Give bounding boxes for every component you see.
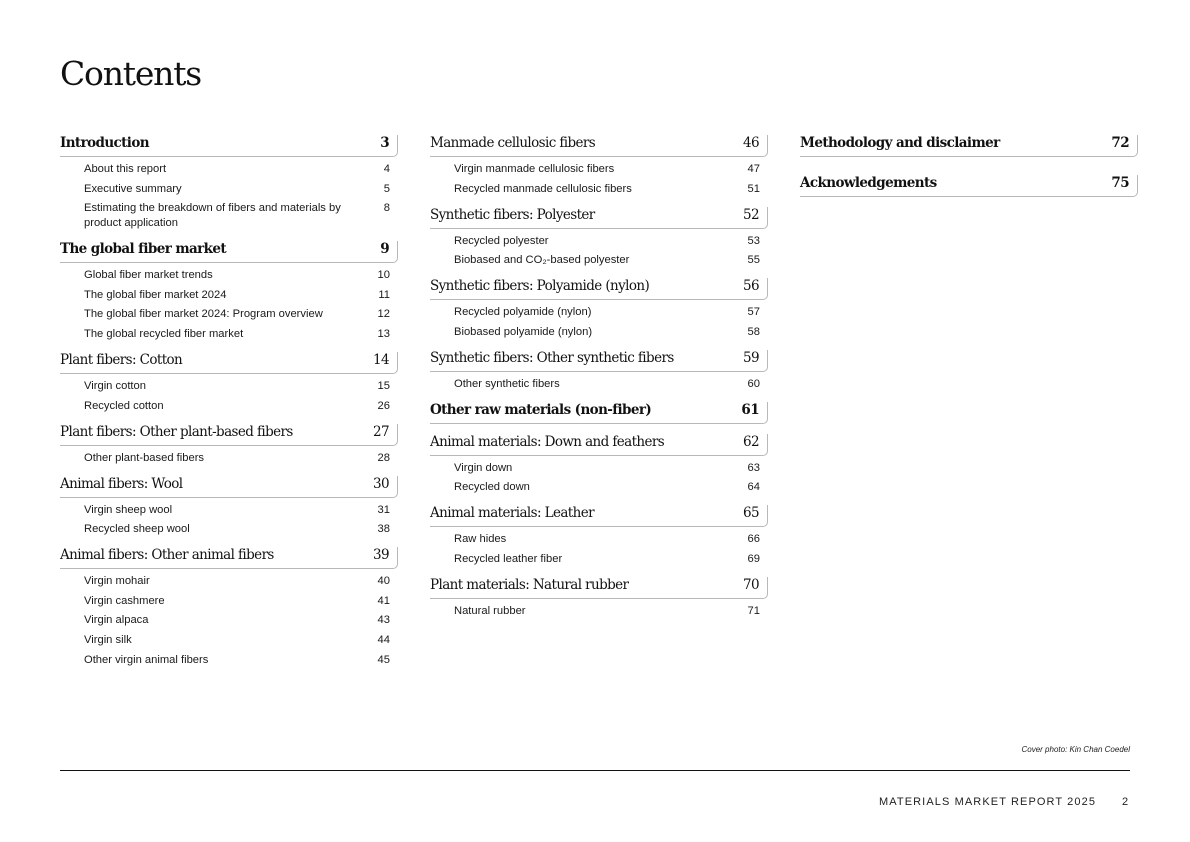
toc-item-page: 47 <box>747 163 760 175</box>
toc-column-3 <box>800 135 1138 215</box>
toc-section-heading[interactable] <box>430 207 768 229</box>
toc-section-title: Plant fibers: Cotton <box>60 351 183 368</box>
toc-item-page: 69 <box>747 552 760 565</box>
toc-item-page: 12 <box>377 308 390 321</box>
toc-item-label: Recycled manmade cellulosic fibers <box>454 182 632 195</box>
toc-section-title: Acknowledgements <box>800 175 937 191</box>
toc-section <box>430 135 768 197</box>
toc-section-title: Other raw materials (non-fiber) <box>430 401 652 418</box>
toc-section-page: 27 <box>373 423 389 440</box>
toc-section-page: 14 <box>373 351 389 368</box>
toc-item-label: Recycled sheep wool <box>84 523 190 536</box>
toc-section-page: 56 <box>743 278 759 295</box>
toc-section-page: 65 <box>743 505 759 522</box>
toc-item-page: 13 <box>377 327 390 340</box>
toc-item[interactable] <box>430 532 768 547</box>
toc-section-page: 70 <box>743 576 759 593</box>
toc-section-page: 59 <box>743 349 759 366</box>
toc-item[interactable] <box>60 594 398 609</box>
toc-item[interactable] <box>60 268 398 283</box>
toc-item-page: 66 <box>747 533 760 546</box>
toc-item-page: 4 <box>383 163 390 175</box>
toc-section-page: 30 <box>373 475 389 492</box>
toc-section <box>430 434 768 496</box>
toc-section <box>430 402 768 424</box>
toc-item-list <box>430 372 768 392</box>
toc-section-page: 75 <box>1111 175 1129 191</box>
toc-section-page: 61 <box>741 401 759 418</box>
toc-item-label: Virgin alpaca <box>84 614 149 627</box>
toc-item-page: 55 <box>747 254 760 267</box>
toc-section-heading[interactable] <box>60 547 398 569</box>
toc-item[interactable] <box>430 377 768 392</box>
toc-item-page: 58 <box>747 325 760 338</box>
toc-section-heading[interactable] <box>430 434 768 456</box>
toc-section-page: 9 <box>380 241 389 258</box>
toc-section-heading[interactable] <box>430 505 768 527</box>
toc-item-page: 10 <box>377 269 390 282</box>
toc-item[interactable] <box>430 552 768 567</box>
toc-item-label: Biobased polyamide (nylon) <box>454 325 593 338</box>
toc-item-list <box>430 300 768 340</box>
toc-item[interactable] <box>60 307 398 322</box>
toc-section-title: Animal materials: Down and feathers <box>430 433 665 450</box>
toc-item-label: About this report <box>84 163 167 175</box>
toc-item-label: Global fiber market trends <box>84 269 213 282</box>
toc-section-heading[interactable] <box>800 175 1138 197</box>
toc-item-page: 57 <box>747 306 760 319</box>
toc-item-label: Recycled cotton <box>84 399 164 412</box>
toc-section <box>60 352 398 414</box>
toc-item[interactable] <box>60 503 398 518</box>
footer-divider <box>60 770 1130 771</box>
toc-item-page: 63 <box>747 461 760 474</box>
toc-item-page: 5 <box>383 182 390 195</box>
toc-item-page: 15 <box>377 379 390 392</box>
toc-item[interactable] <box>60 201 398 231</box>
toc-section-page: 39 <box>373 547 389 564</box>
toc-item-list <box>430 527 768 567</box>
page-title: Contents <box>60 54 202 93</box>
toc-item-label: Estimating the breakdown of fibers and materials by product application <box>84 202 341 230</box>
toc-item-label: Recycled polyamide (nylon) <box>454 306 592 319</box>
toc-item[interactable] <box>60 379 398 394</box>
toc-item[interactable] <box>60 633 398 648</box>
toc-section-title: Manmade cellulosic fibers <box>430 135 596 151</box>
toc-item[interactable] <box>60 327 398 342</box>
toc-item-page: 11 <box>378 288 390 301</box>
toc-section-title: Animal fibers: Other animal fibers <box>60 547 274 564</box>
toc-section-page: 3 <box>380 135 389 151</box>
toc-item[interactable] <box>60 613 398 628</box>
toc-item-page: 43 <box>377 614 390 627</box>
toc-section <box>430 350 768 392</box>
toc-section-heading[interactable] <box>430 350 768 372</box>
toc-section-title: Synthetic fibers: Polyester <box>430 206 595 223</box>
toc-section-heading[interactable] <box>430 135 768 157</box>
toc-item[interactable] <box>60 399 398 414</box>
toc-section-heading[interactable] <box>60 241 398 263</box>
toc-section-page: 72 <box>1111 135 1129 151</box>
toc-section-title: Synthetic fibers: Polyamide (nylon) <box>430 278 650 295</box>
toc-section-heading[interactable] <box>430 577 768 599</box>
toc-section-title: Plant materials: Natural rubber <box>430 576 629 593</box>
footer-page-number: 2 <box>1122 796 1129 808</box>
toc-section <box>430 505 768 567</box>
toc-section <box>800 175 1138 197</box>
toc-section-title: Animal materials: Leather <box>430 505 594 522</box>
toc-item-page: 8 <box>383 202 390 215</box>
toc-section <box>430 577 768 619</box>
toc-item-page: 60 <box>747 377 760 390</box>
toc-item-list <box>430 229 768 269</box>
toc-item-page: 45 <box>377 653 390 666</box>
toc-section-heading[interactable] <box>60 352 398 374</box>
toc-section-heading[interactable] <box>800 135 1138 157</box>
toc-item[interactable] <box>430 461 768 476</box>
toc-section-title: Animal fibers: Wool <box>60 475 183 492</box>
toc-item-list <box>60 569 398 667</box>
toc-item-label: Virgin sheep wool <box>84 503 173 516</box>
toc-column-2 <box>430 135 768 629</box>
footer-report-title: MATERIALS MARKET REPORT 2025 <box>879 796 1097 808</box>
toc-item-label: Other plant-based fibers <box>84 451 205 464</box>
toc-section-heading[interactable] <box>60 476 398 498</box>
toc-section-page: 62 <box>743 433 759 450</box>
toc-item-list <box>60 263 398 342</box>
toc-item-page: 41 <box>377 594 390 607</box>
toc-item[interactable] <box>430 325 768 340</box>
toc-item-list <box>430 599 768 619</box>
toc-section <box>60 476 398 538</box>
toc-item[interactable] <box>60 522 398 537</box>
toc-item-label: The global fiber market 2024 <box>84 288 227 301</box>
toc-section-heading[interactable] <box>430 402 768 424</box>
toc-item[interactable] <box>60 182 398 197</box>
toc-section-title: Methodology and disclaimer <box>800 135 1000 151</box>
toc-item[interactable] <box>430 182 768 197</box>
toc-section <box>800 135 1138 157</box>
toc-item-page: 28 <box>377 451 390 464</box>
toc-item-label: Natural rubber <box>454 604 526 617</box>
toc-item[interactable] <box>60 451 398 466</box>
toc-item-label: Virgin mohair <box>84 575 150 588</box>
toc-item-page: 31 <box>377 503 390 516</box>
toc-item-page: 53 <box>747 234 760 247</box>
toc-item-label: Biobased and CO₂-based polyester <box>454 254 630 267</box>
toc-item-label: Recycled leather fiber <box>454 552 563 565</box>
toc-item-page: 38 <box>377 523 390 536</box>
toc-item-label: Recycled down <box>454 481 530 494</box>
toc-section-title: Plant fibers: Other plant-based fibers <box>60 423 293 440</box>
toc-column-1 <box>60 135 398 678</box>
toc-item-list <box>430 456 768 496</box>
toc-item[interactable] <box>430 480 768 495</box>
toc-item-list <box>60 374 398 414</box>
toc-item-page: 26 <box>377 399 390 412</box>
toc-item-label: Virgin manmade cellulosic fibers <box>454 163 615 175</box>
toc-section <box>60 135 398 231</box>
toc-item-label: The global fiber market 2024: Program overview <box>84 308 323 321</box>
toc-item-list <box>60 157 398 231</box>
toc-section-heading[interactable] <box>60 135 398 157</box>
toc-item[interactable] <box>60 288 398 303</box>
toc-section-heading[interactable] <box>430 278 768 300</box>
toc-item-label: Other synthetic fibers <box>454 377 560 390</box>
toc-item[interactable] <box>430 253 768 268</box>
toc-item-page: 40 <box>377 575 390 588</box>
toc-item-label: Virgin silk <box>84 633 132 646</box>
toc-item[interactable] <box>60 574 398 589</box>
toc-item-list <box>430 157 768 197</box>
toc-section <box>60 424 398 466</box>
toc-section-heading[interactable] <box>60 424 398 446</box>
toc-item-page: 44 <box>377 633 390 646</box>
toc-item-page: 71 <box>747 604 760 617</box>
toc-section-title: Introduction <box>60 135 149 151</box>
toc-item-label: Other virgin animal fibers <box>84 653 209 666</box>
toc-item-page: 64 <box>747 481 760 494</box>
toc-item[interactable] <box>430 162 768 177</box>
toc-item-label: Virgin cotton <box>84 379 146 392</box>
toc-item-label: Recycled polyester <box>454 234 549 247</box>
toc-item[interactable] <box>60 162 398 177</box>
toc-section-page: 46 <box>743 135 759 151</box>
toc-section-title: Synthetic fibers: Other synthetic fibers <box>430 349 674 366</box>
toc-item-list <box>60 498 398 538</box>
toc-section <box>430 207 768 269</box>
toc-section-title: The global fiber market <box>60 241 227 258</box>
toc-item[interactable] <box>60 653 398 668</box>
toc-section <box>60 547 398 667</box>
toc-item-label: The global recycled fiber market <box>84 327 244 340</box>
toc-item[interactable] <box>430 604 768 619</box>
toc-section-page: 52 <box>743 206 759 223</box>
toc-section <box>430 278 768 340</box>
toc-item-label: Virgin down <box>454 461 513 474</box>
toc-item-page: 51 <box>747 182 760 195</box>
toc-item-label: Virgin cashmere <box>84 594 165 607</box>
toc-item[interactable] <box>430 305 768 320</box>
toc-item-label: Raw hides <box>454 533 507 546</box>
toc-item-label: Executive summary <box>84 182 182 195</box>
toc-section <box>60 241 398 342</box>
cover-photo-credit: Cover photo: Kin Chan Coedel <box>1021 745 1130 754</box>
toc-item[interactable] <box>430 234 768 249</box>
toc-item-list <box>60 446 398 466</box>
